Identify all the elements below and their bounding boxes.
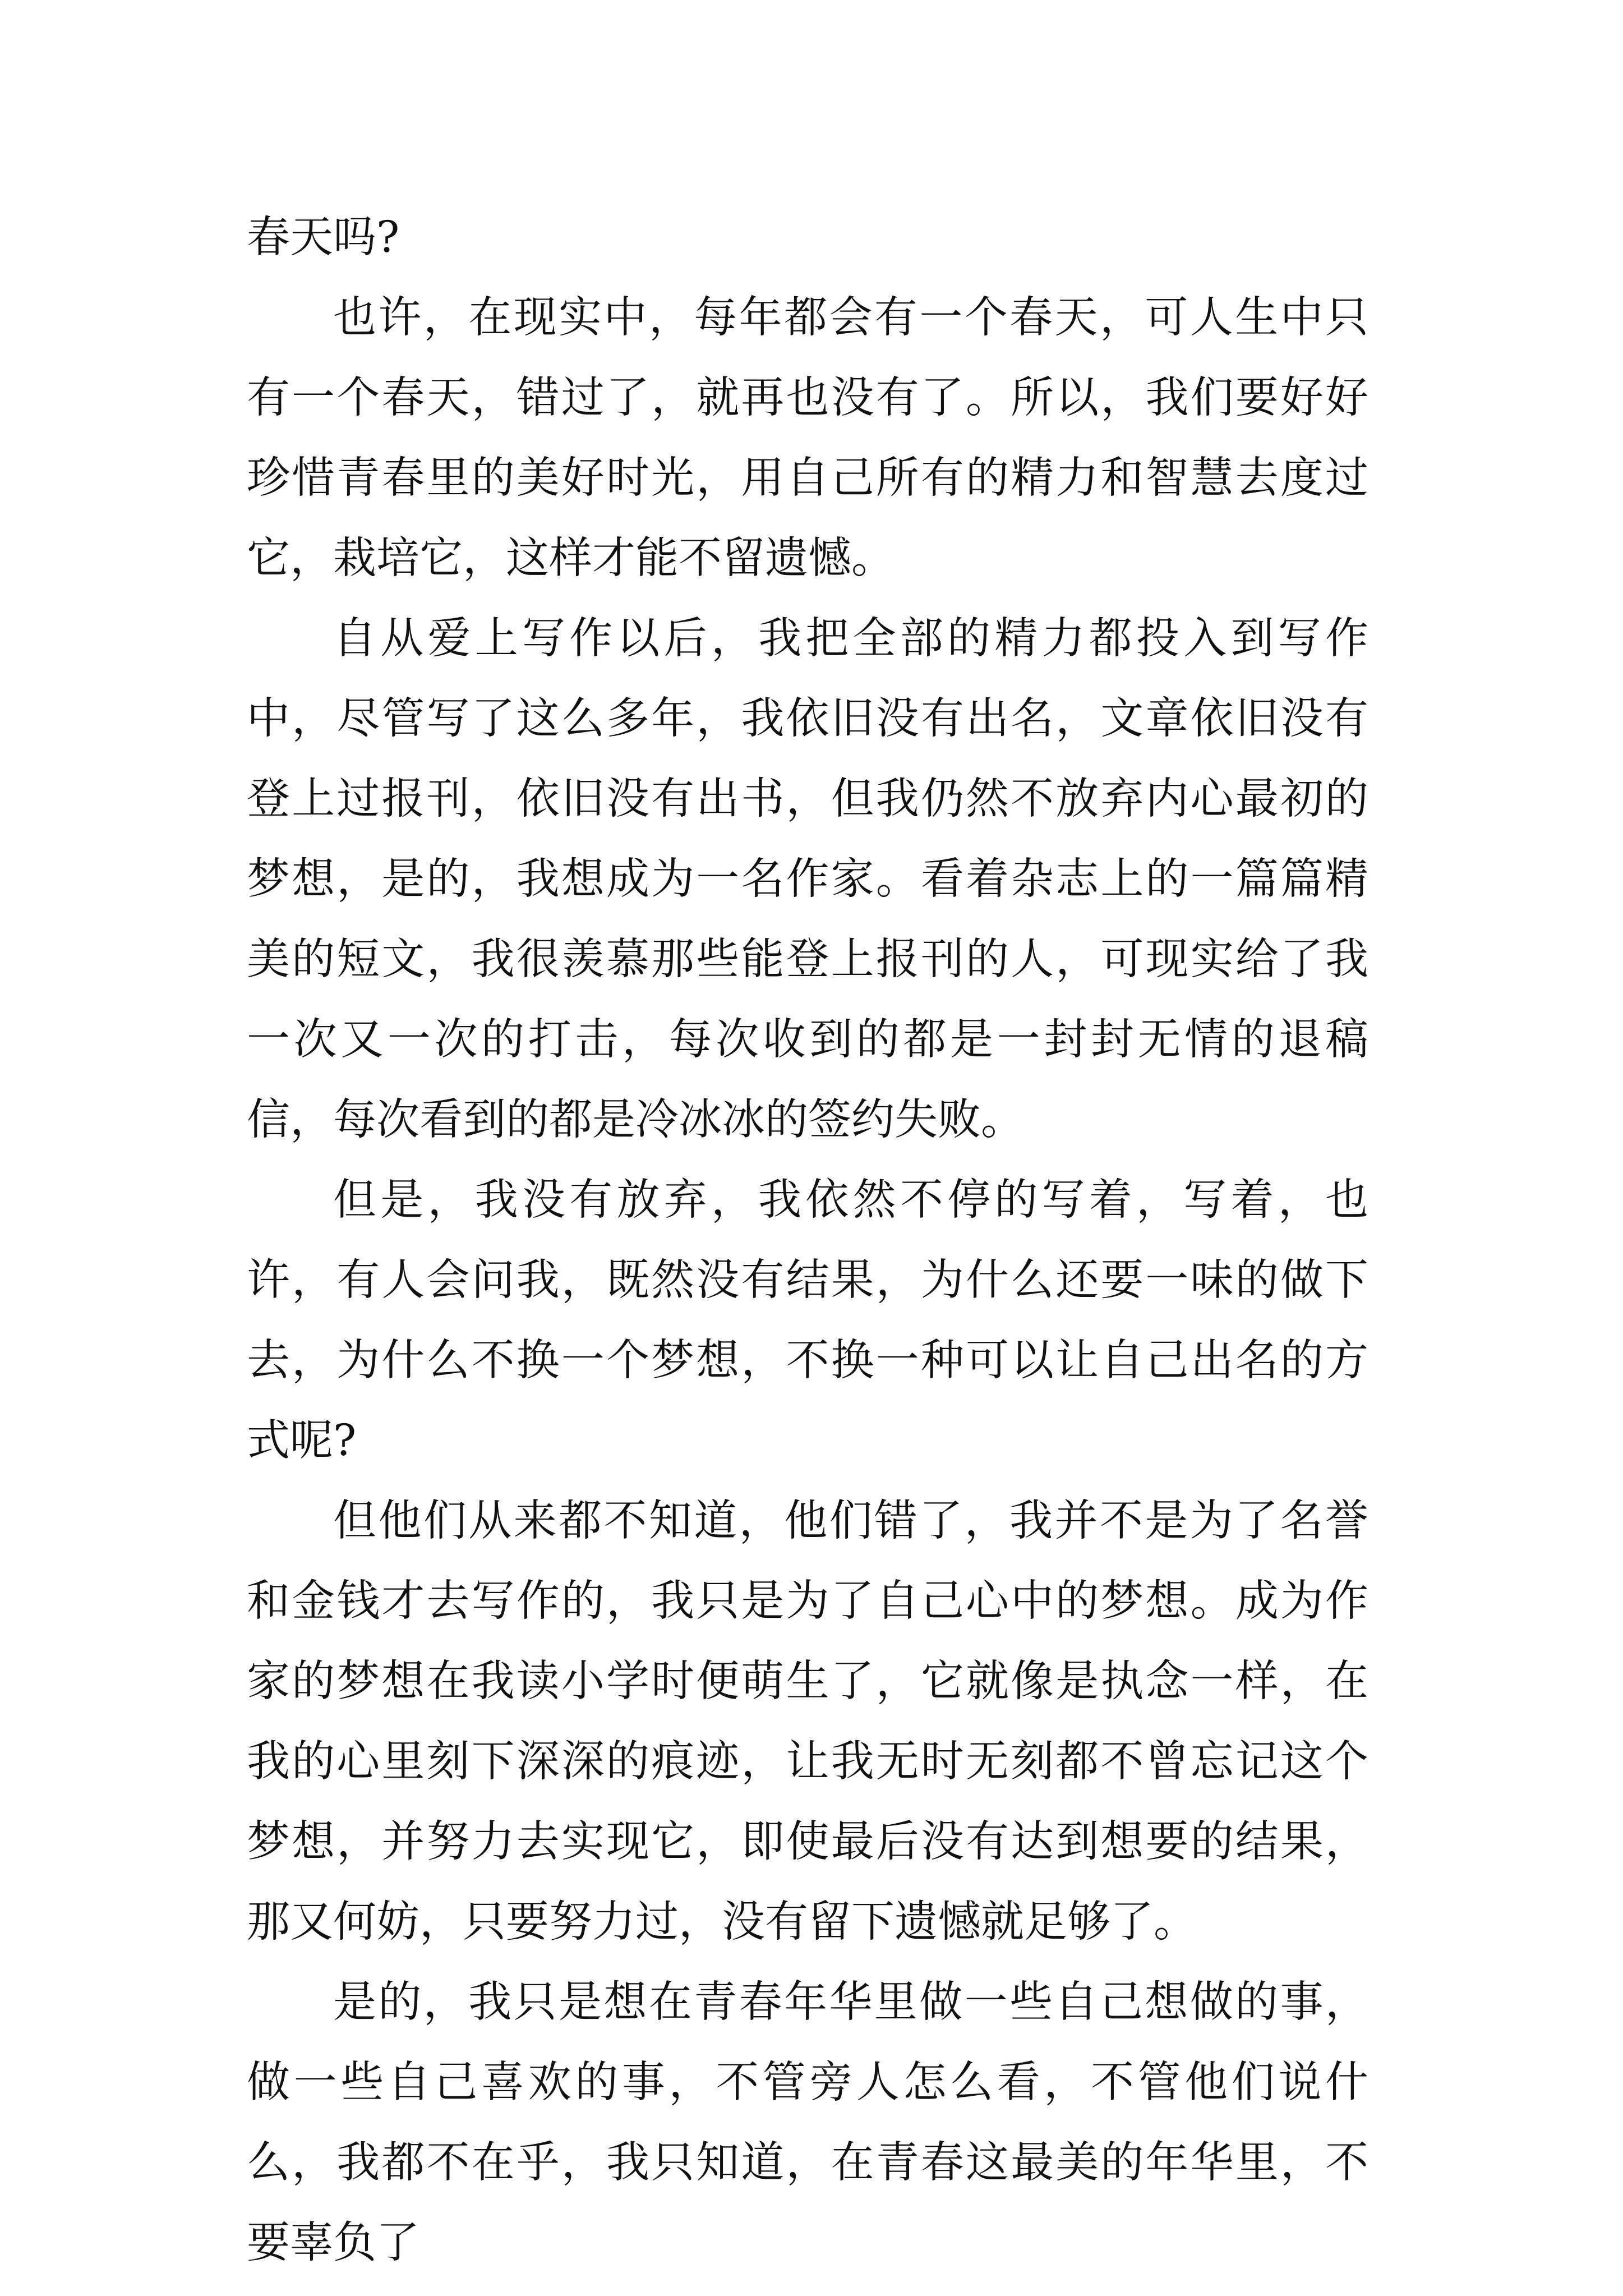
paragraph: 但他们从来都不知道，他们错了，我并不是为了名誉和金钱才去写作的，我只是为了自己心中的梦想。成为作家的梦想在我读小学时便萌生了，它就像是执念一样，在我的心里刻下深深的痕迹，让我无时无刻都不曾忘记这个梦想，并努力去实现它，即使最后没有达到想要的结果，那又何妨，只要努力过，没有留下遗憾就足够了。 (247, 1496, 1368, 1947)
paragraph: 也许，在现实中，每年都会有一个春天，可人生中只有一个春天，错过了，就再也没有了。所以，我们要好好珍惜青春里的美好时光，用自己所有的精力和智慧去度过它，栽培它，这样才能不留遗憾。 (247, 293, 1368, 583)
paragraph-continuation: 春天吗? (247, 213, 400, 263)
paragraph: 但是，我没有放弃，我依然不停的写着，写着，也许，有人会问我，既然没有结果，为什么还要一味的做下去，为什么不换一个梦想，不换一种可以让自己出名的方式呢? (247, 1175, 1368, 1466)
paragraph: 是的，我只是想在青春年华里做一些自己想做的事，做一些自己喜欢的事，不管旁人怎么看，不管他们说什么，我都不在乎，我只知道，在青春这最美的年华里，不要辜负了 (247, 1977, 1368, 2268)
paragraph: 自从爱上写作以后，我把全部的精力都投入到写作中，尽管写了这么多年，我依旧没有出名，文章依旧没有登上过报刊，依旧没有出书，但我仍然不放弃内心最初的梦想，是的，我想成为一名作家。看着杂志上的一篇篇精美的短文，我很羡慕那些能登上报刊的人，可现实给了我一次又一次的打击，每次收到的都是一封封无情的退稿信，每次看到的都是冷冰冰的签约失败。 (247, 614, 1368, 1145)
article-body (247, 197, 1368, 2283)
